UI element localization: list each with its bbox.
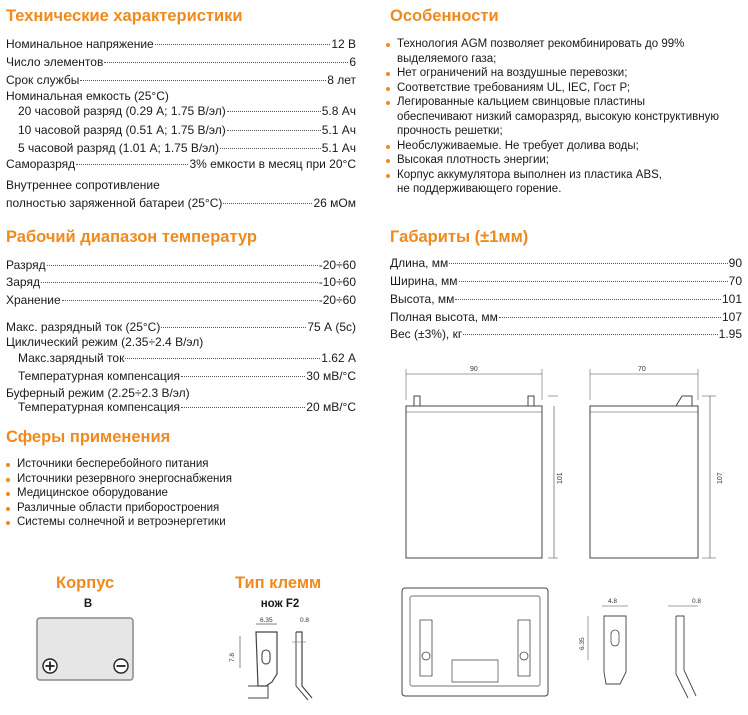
dim-row: Ширина, мм 70 xyxy=(390,274,742,288)
charge-cyclic-heading: Циклический режим (2.35÷2.4 В/эл) xyxy=(6,335,204,349)
list-item: Нет ограничений на воздушные перевозки; xyxy=(384,66,719,81)
svg-text:6.35: 6.35 xyxy=(260,617,273,624)
list-item: Необслуживаемые. Не требует долива воды; xyxy=(384,139,719,154)
svg-text:6.35: 6.35 xyxy=(579,637,586,650)
svg-text:0.8: 0.8 xyxy=(300,617,310,624)
svg-text:0.8: 0.8 xyxy=(692,598,702,605)
dims-title: Габариты (±1мм) xyxy=(390,228,529,246)
list-item: Технология AGM позволяет рекомбинировать до 99% xyxy=(384,37,719,52)
svg-text:107: 107 xyxy=(717,472,724,484)
svg-text:70: 70 xyxy=(638,366,646,373)
list-item: Высокая плотность энергии; xyxy=(384,153,719,168)
svg-text:7.8: 7.8 xyxy=(229,652,236,662)
spec-row: Число элементов 6 xyxy=(6,55,356,69)
temp-row: Разряд -20÷60 xyxy=(6,258,356,272)
case-type: B xyxy=(83,598,93,610)
list-item: Корпус аккумулятора выполнен из пластика ABS, xyxy=(384,168,719,183)
spec-row: Саморазряд 3% емкости в месяц при 20°C xyxy=(6,157,356,171)
case-title: Корпус xyxy=(56,574,115,592)
list-item: Источники резервного энергоснабжения xyxy=(4,472,232,487)
charge-buffer-heading: Буферный режим (2.25÷2.3 В/эл) xyxy=(6,386,190,400)
spec-capacity-heading: Номинальная емкость (25°C) xyxy=(6,89,169,103)
apps-list xyxy=(4,457,232,530)
dim-row: Полная высота, мм 107 xyxy=(390,310,742,324)
dim-row: Длина, мм 90 xyxy=(390,256,742,270)
charge-row: Макс. разрядный ток (25°C) 75 А (5с) xyxy=(6,320,356,334)
temps-title: Рабочий диапазон температур xyxy=(6,228,258,246)
list-item: Различные области приборостроения xyxy=(4,501,232,516)
terminal-diagram xyxy=(228,616,328,706)
spec-row: 5 часовой разряд (1.01 А; 1.75 В/эл) 5.1 Ач xyxy=(18,141,356,155)
spec-row: 10 часовой разряд (0.51 А; 1.75 В/эл) 5.1 Ач xyxy=(18,123,356,137)
svg-text:101: 101 xyxy=(557,472,564,484)
svg-text:4.8: 4.8 xyxy=(608,598,618,605)
case-diagram xyxy=(36,617,136,683)
dimension-drawing xyxy=(392,360,742,710)
spec-row: Срок службы 8 лет xyxy=(6,73,356,87)
terminal-title: Тип клемм xyxy=(235,574,322,592)
apps-title: Сферы применения xyxy=(6,428,171,446)
charge-row: Температурная компенсация 30 мВ/°C xyxy=(18,369,356,383)
list-item: Системы солнечной и ветроэнергетики xyxy=(4,515,232,530)
list-item-cont: не поддерживающего горение. xyxy=(397,183,562,195)
features-list xyxy=(384,37,719,197)
specs-title: Технические характеристики xyxy=(6,7,243,25)
spec-row: 20 часовой разряд (0.29 А; 1.75 В/эл) 5.8 Ач xyxy=(18,104,356,118)
temp-row: Хранение -20÷60 xyxy=(6,293,356,307)
dim-row: Высота, мм 101 xyxy=(390,292,742,306)
charge-row: Температурная компенсация 20 мВ/°C xyxy=(18,400,356,414)
list-item: Легированные кальцием свинцовые пластины xyxy=(384,95,719,110)
terminal-type: нож F2 xyxy=(260,598,300,610)
list-item-cont: прочность решетки; xyxy=(397,125,503,137)
list-item: Источники бесперебойного питания xyxy=(4,457,232,472)
charge-row: Макс.зарядный ток 1.62 А xyxy=(18,351,356,365)
dim-row: Вес (±3%), кг 1.95 xyxy=(390,327,742,341)
list-item-cont: выделяемого газа; xyxy=(397,52,497,65)
svg-text:90: 90 xyxy=(470,366,478,373)
spec-row: полностью заряженной батареи (25°C) 26 мОм xyxy=(6,196,356,210)
spec-row: Номинальное напряжение 12 В xyxy=(6,37,356,51)
temp-row: Заряд -10÷60 xyxy=(6,275,356,289)
list-item-cont: обеспечивают низкий саморазряд, высокую конструктивную xyxy=(397,110,719,123)
list-item: Медицинское оборудование xyxy=(4,486,232,501)
features-title: Особенности xyxy=(390,7,499,25)
spec-resistance-heading: Внутреннее сопротивление xyxy=(6,178,160,192)
list-item: Соответствие требованиям UL, IEC, Гост Р; xyxy=(384,81,719,96)
